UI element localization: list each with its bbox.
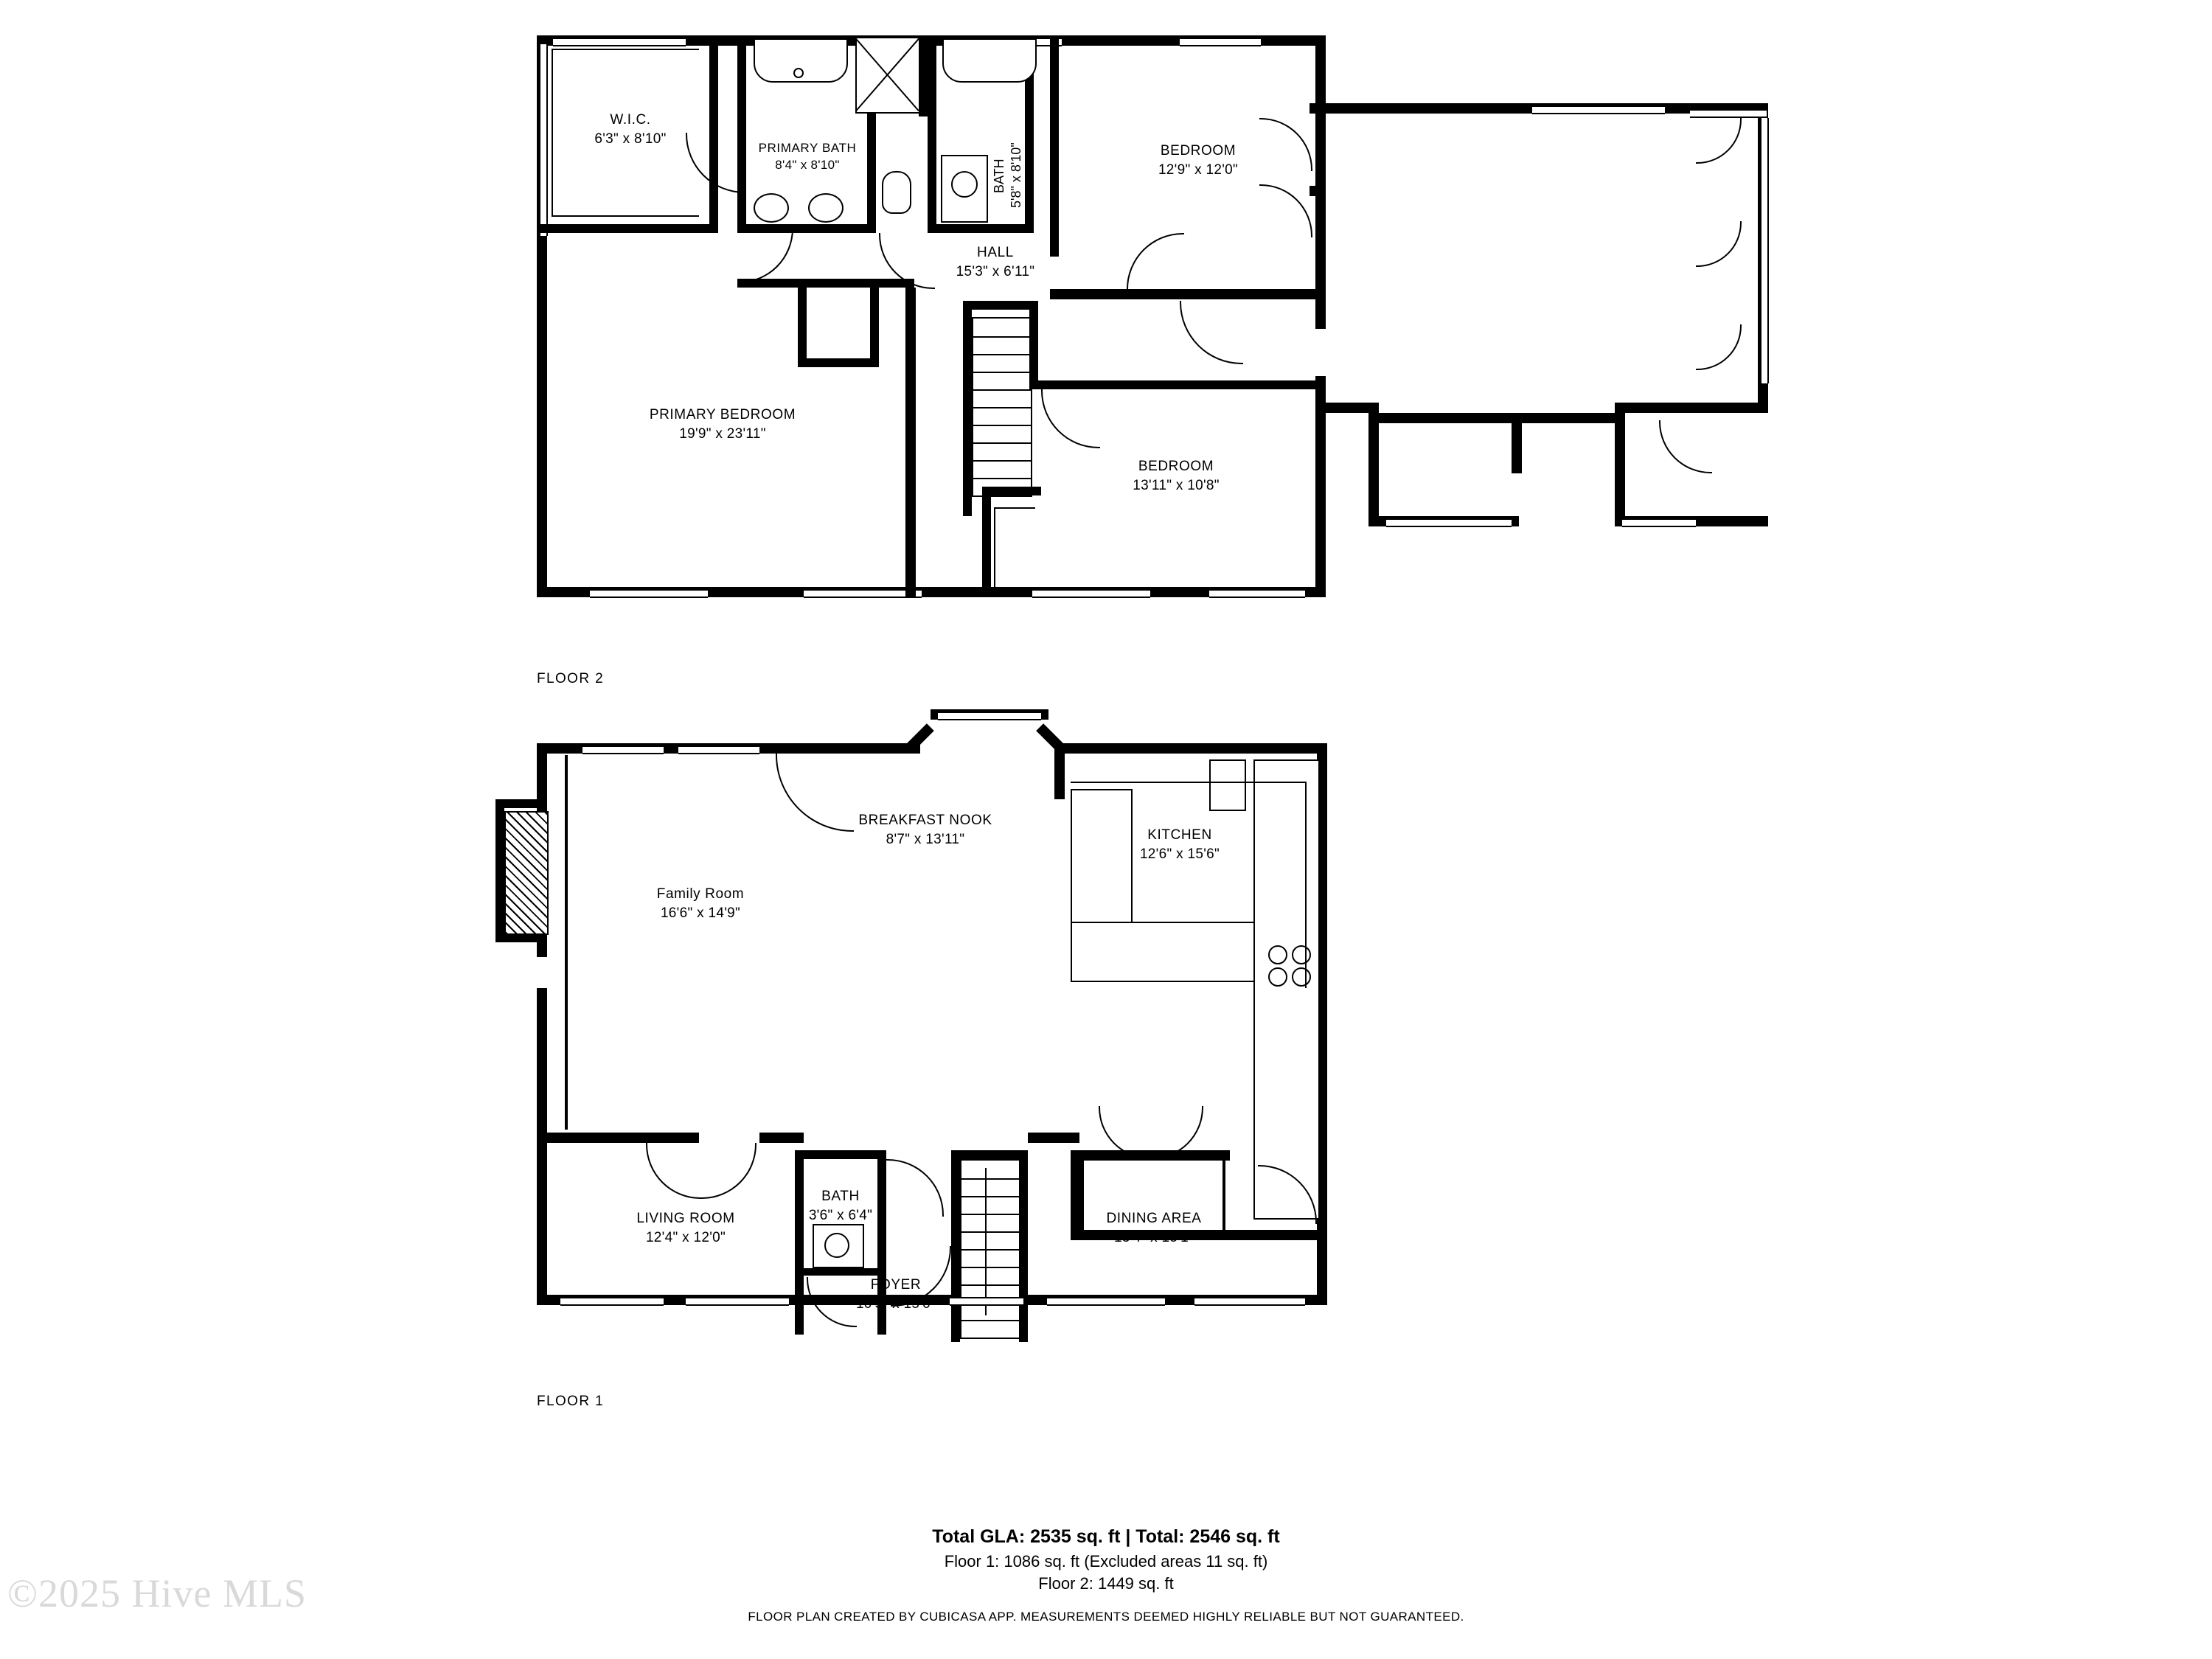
door-arc-f2-wing-b bbox=[1696, 118, 1742, 164]
window-f1-top-1 bbox=[582, 745, 664, 754]
sink-primary-left bbox=[754, 193, 789, 223]
room-dim: 3'6" x 6'4" bbox=[808, 1207, 873, 1223]
wall-f2-stair-top bbox=[963, 301, 1038, 310]
room-name: BREAKFAST NOOK bbox=[858, 813, 992, 828]
room-dim: 12'9" x 12'0" bbox=[1158, 161, 1239, 178]
door-arc-f2-wing-d bbox=[1696, 324, 1742, 370]
window-f2-wing-top bbox=[1532, 105, 1665, 114]
kitchen-upper-cab-dash bbox=[1071, 782, 1307, 783]
wall-f1-bath-left bbox=[795, 1150, 804, 1335]
room-name: BEDROOM bbox=[1160, 143, 1237, 159]
door-arc-bedroom-3 bbox=[1041, 389, 1100, 448]
kitchen-stove-burner-2 bbox=[1292, 945, 1311, 964]
wall-f2-wic-bottom bbox=[537, 224, 718, 233]
window-f2-wing-bot-2 bbox=[1622, 518, 1696, 527]
wall-f1-left-lower bbox=[537, 988, 547, 1305]
window-f1-bot-3 bbox=[1047, 1297, 1165, 1306]
window-f1-bay bbox=[938, 712, 1041, 720]
room-name: Family Room bbox=[656, 886, 745, 902]
door-arc-living-a bbox=[646, 1143, 702, 1199]
room-dim: 8'4" x 8'10" bbox=[775, 157, 840, 172]
room-dim: 13'4" x 15'1" bbox=[1113, 1229, 1194, 1245]
wall-f2-wing-jog-h bbox=[1368, 413, 1522, 423]
wall-f2-shower-right bbox=[919, 35, 928, 116]
summary-block bbox=[0, 1526, 2212, 1624]
room-name: BATH bbox=[821, 1189, 860, 1204]
window-f2-wing-right-1 bbox=[1690, 109, 1767, 118]
window-f2-bot-1 bbox=[590, 589, 708, 598]
wall-f2-wing-conn bbox=[1315, 403, 1379, 413]
door-arc-bedroom-1-closet bbox=[1259, 118, 1312, 171]
room-dim: 15'3" x 6'11" bbox=[956, 263, 1035, 279]
wall-f2-hall-bottom-b bbox=[798, 358, 879, 367]
wall-f1-bath-bottom bbox=[795, 1268, 886, 1276]
wall-f2-bed1-closet bbox=[1310, 103, 1326, 114]
wall-f2-bed1-left bbox=[1050, 35, 1059, 257]
room-label-primary-bedroom bbox=[575, 406, 870, 443]
room-dim: 13'11" x 10'8" bbox=[1133, 477, 1220, 493]
closet-shelf-bed3 bbox=[994, 509, 995, 588]
window-f2-bot-3 bbox=[1032, 589, 1150, 598]
stair-arrow-f1 bbox=[985, 1168, 987, 1315]
window-f2-wing-right-2 bbox=[1760, 118, 1769, 383]
door-arc-bedroom-1-hall bbox=[1180, 301, 1243, 364]
window-f1-bot-2 bbox=[686, 1297, 789, 1306]
room-name: FOYER bbox=[870, 1277, 922, 1293]
floor-2-plan bbox=[0, 0, 2212, 686]
summary-floor2: Floor 2: 1449 sq. ft bbox=[1038, 1574, 1174, 1593]
kitchen-stove-burner-3 bbox=[1268, 967, 1287, 987]
room-dim: 19'9" x 23'11" bbox=[679, 425, 766, 442]
room-dim: 8'7" x 13'11" bbox=[886, 831, 965, 847]
room-name: W.I.C. bbox=[610, 112, 651, 128]
sink-hall-bath bbox=[951, 171, 978, 198]
sink-bath-f1 bbox=[824, 1233, 849, 1258]
floor-2-label: FLOOR 2 bbox=[537, 671, 605, 686]
closet-shelf-f2-wic-bot bbox=[552, 215, 699, 217]
wall-f2-stair-right bbox=[1029, 301, 1038, 389]
wall-f2-bed3-closet-top bbox=[982, 487, 1041, 495]
window-f1-left-b bbox=[565, 953, 568, 1130]
front-door-threshold bbox=[950, 1297, 1023, 1306]
wall-f2-right-upper bbox=[1315, 35, 1326, 329]
wall-f1-bath-top bbox=[795, 1150, 886, 1159]
kitchen-stove-burner-4 bbox=[1292, 967, 1311, 987]
wall-f1-dining-top bbox=[1028, 1133, 1079, 1143]
summary-disclaimer: FLOOR PLAN CREATED BY CUBICASA APP. MEASUREMENTS DEEMED HIGHLY RELIABLE BUT NOT GUARANTEED. bbox=[748, 1610, 1464, 1624]
wall-f2-hall-v2 bbox=[870, 279, 879, 367]
wall-f1-living-top bbox=[537, 1133, 699, 1143]
window-f1-top-2 bbox=[678, 745, 759, 754]
door-arc-bedroom-1 bbox=[1127, 233, 1184, 291]
wall-f2-wing-jog-h2 bbox=[1512, 413, 1615, 423]
kitchen-upper-cab-dash-v bbox=[1305, 782, 1307, 988]
room-label-bedroom-3 bbox=[1047, 457, 1305, 495]
closet-shelf-f2-wic-top bbox=[552, 49, 699, 50]
room-dim: 16'6" x 14'9" bbox=[660, 905, 741, 921]
wall-f1-living-top-b bbox=[759, 1133, 804, 1143]
door-arc-hall-linen bbox=[737, 227, 793, 283]
wall-f2-bed3-top bbox=[1029, 380, 1326, 389]
room-label-primary-bath bbox=[737, 140, 877, 174]
wall-f1-top-right bbox=[1054, 743, 1327, 754]
door-arc-f2-wing-c bbox=[1696, 221, 1742, 267]
room-label-kitchen bbox=[1084, 826, 1276, 863]
watermark: ©2025 Hive MLS bbox=[7, 1571, 307, 1615]
wall-f2-primary-right bbox=[905, 288, 916, 597]
wall-f2-stair-left bbox=[963, 301, 972, 516]
window-f1-bot-4 bbox=[1194, 1297, 1305, 1306]
room-dim: 6'3" x 8'10" bbox=[594, 131, 667, 147]
wall-f2-wing-left-jog bbox=[1368, 413, 1379, 526]
window-f1-left bbox=[565, 755, 568, 953]
fireplace-hatch bbox=[504, 811, 549, 935]
wall-f1-kitchen-left bbox=[1054, 743, 1065, 799]
floor-1-plan bbox=[0, 708, 2212, 1408]
wall-f2-pbath-left bbox=[737, 35, 746, 233]
closet-shelf-bed3-b bbox=[994, 507, 1035, 509]
toilet-primary bbox=[882, 171, 911, 214]
room-name: HALL bbox=[977, 245, 1014, 260]
wall-f2-bed1-closet2 bbox=[1310, 186, 1326, 196]
room-label-bath-hall-dim: 5'8" x 8'10" bbox=[1009, 142, 1023, 208]
closet-shelf-bed3-c bbox=[994, 587, 1035, 588]
hall-threshold-1 bbox=[810, 282, 864, 285]
room-name: DINING AREA bbox=[1106, 1211, 1202, 1226]
wall-f1-stair-top bbox=[951, 1150, 1028, 1159]
kitchen-stove-burner-1 bbox=[1268, 945, 1287, 964]
room-dim: 10'5" x 15'0" bbox=[855, 1295, 936, 1312]
sink-primary-right bbox=[808, 193, 844, 223]
wall-f2-bed1-bottom bbox=[1050, 289, 1326, 299]
door-arc-bedroom-1-closet2 bbox=[1259, 184, 1312, 237]
window-f2-top-3 bbox=[1180, 38, 1261, 46]
door-arc-closet-f1 bbox=[886, 1159, 944, 1217]
room-label-family-room bbox=[590, 885, 811, 922]
window-f2-top-1 bbox=[553, 38, 686, 46]
window-f1-bot-1 bbox=[560, 1297, 664, 1306]
room-dim: 12'6" x 15'6" bbox=[1139, 846, 1220, 862]
window-f2-bot-4 bbox=[1209, 589, 1305, 598]
room-label-living-room bbox=[582, 1209, 789, 1247]
wall-f2-wing-closet-h bbox=[1615, 403, 1768, 413]
wall-f2-bath2-left bbox=[928, 35, 936, 233]
door-arc-living-b bbox=[700, 1143, 757, 1199]
room-name: BEDROOM bbox=[1138, 459, 1214, 474]
room-label-bath-hall-name: BATH bbox=[992, 159, 1006, 193]
bathtub-hall bbox=[942, 38, 1037, 83]
room-dim: 12'4" x 12'0" bbox=[645, 1229, 726, 1245]
wall-f2-bath2-bottom bbox=[928, 224, 1034, 233]
room-name: PRIMARY BEDROOM bbox=[649, 407, 796, 422]
summary-floor1: Floor 1: 1086 sq. ft (Excluded areas 11 sq. ft) bbox=[944, 1552, 1268, 1571]
summary-total: Total GLA: 2535 sq. ft | Total: 2546 sq. ft bbox=[932, 1526, 1280, 1547]
window-f2-bot-2 bbox=[804, 589, 922, 598]
room-label-dining-area bbox=[1032, 1209, 1276, 1247]
stairs-floor2 bbox=[972, 317, 1032, 497]
room-name: PRIMARY BATH bbox=[758, 141, 857, 155]
wall-f2-wing-closet-v bbox=[1615, 403, 1625, 526]
wall-f1-patio-jamb bbox=[846, 743, 920, 754]
tub-drain-primary bbox=[793, 68, 804, 78]
room-name: KITCHEN bbox=[1147, 827, 1212, 843]
wall-f2-hall-v1 bbox=[798, 279, 807, 367]
window-f2-wing-bot-1 bbox=[1386, 518, 1512, 527]
door-arc-f2-wing-a bbox=[1659, 420, 1712, 473]
room-name: LIVING ROOM bbox=[636, 1211, 735, 1226]
kitchen-sink bbox=[1209, 759, 1246, 811]
wall-f1-chimney-left bbox=[495, 799, 504, 942]
wall-f1-stair-right bbox=[1019, 1150, 1028, 1342]
wall-f2-bed3-left bbox=[982, 487, 991, 597]
floor-1-label: FLOOR 1 bbox=[537, 1394, 605, 1409]
room-label-breakfast-nook bbox=[804, 811, 1047, 849]
